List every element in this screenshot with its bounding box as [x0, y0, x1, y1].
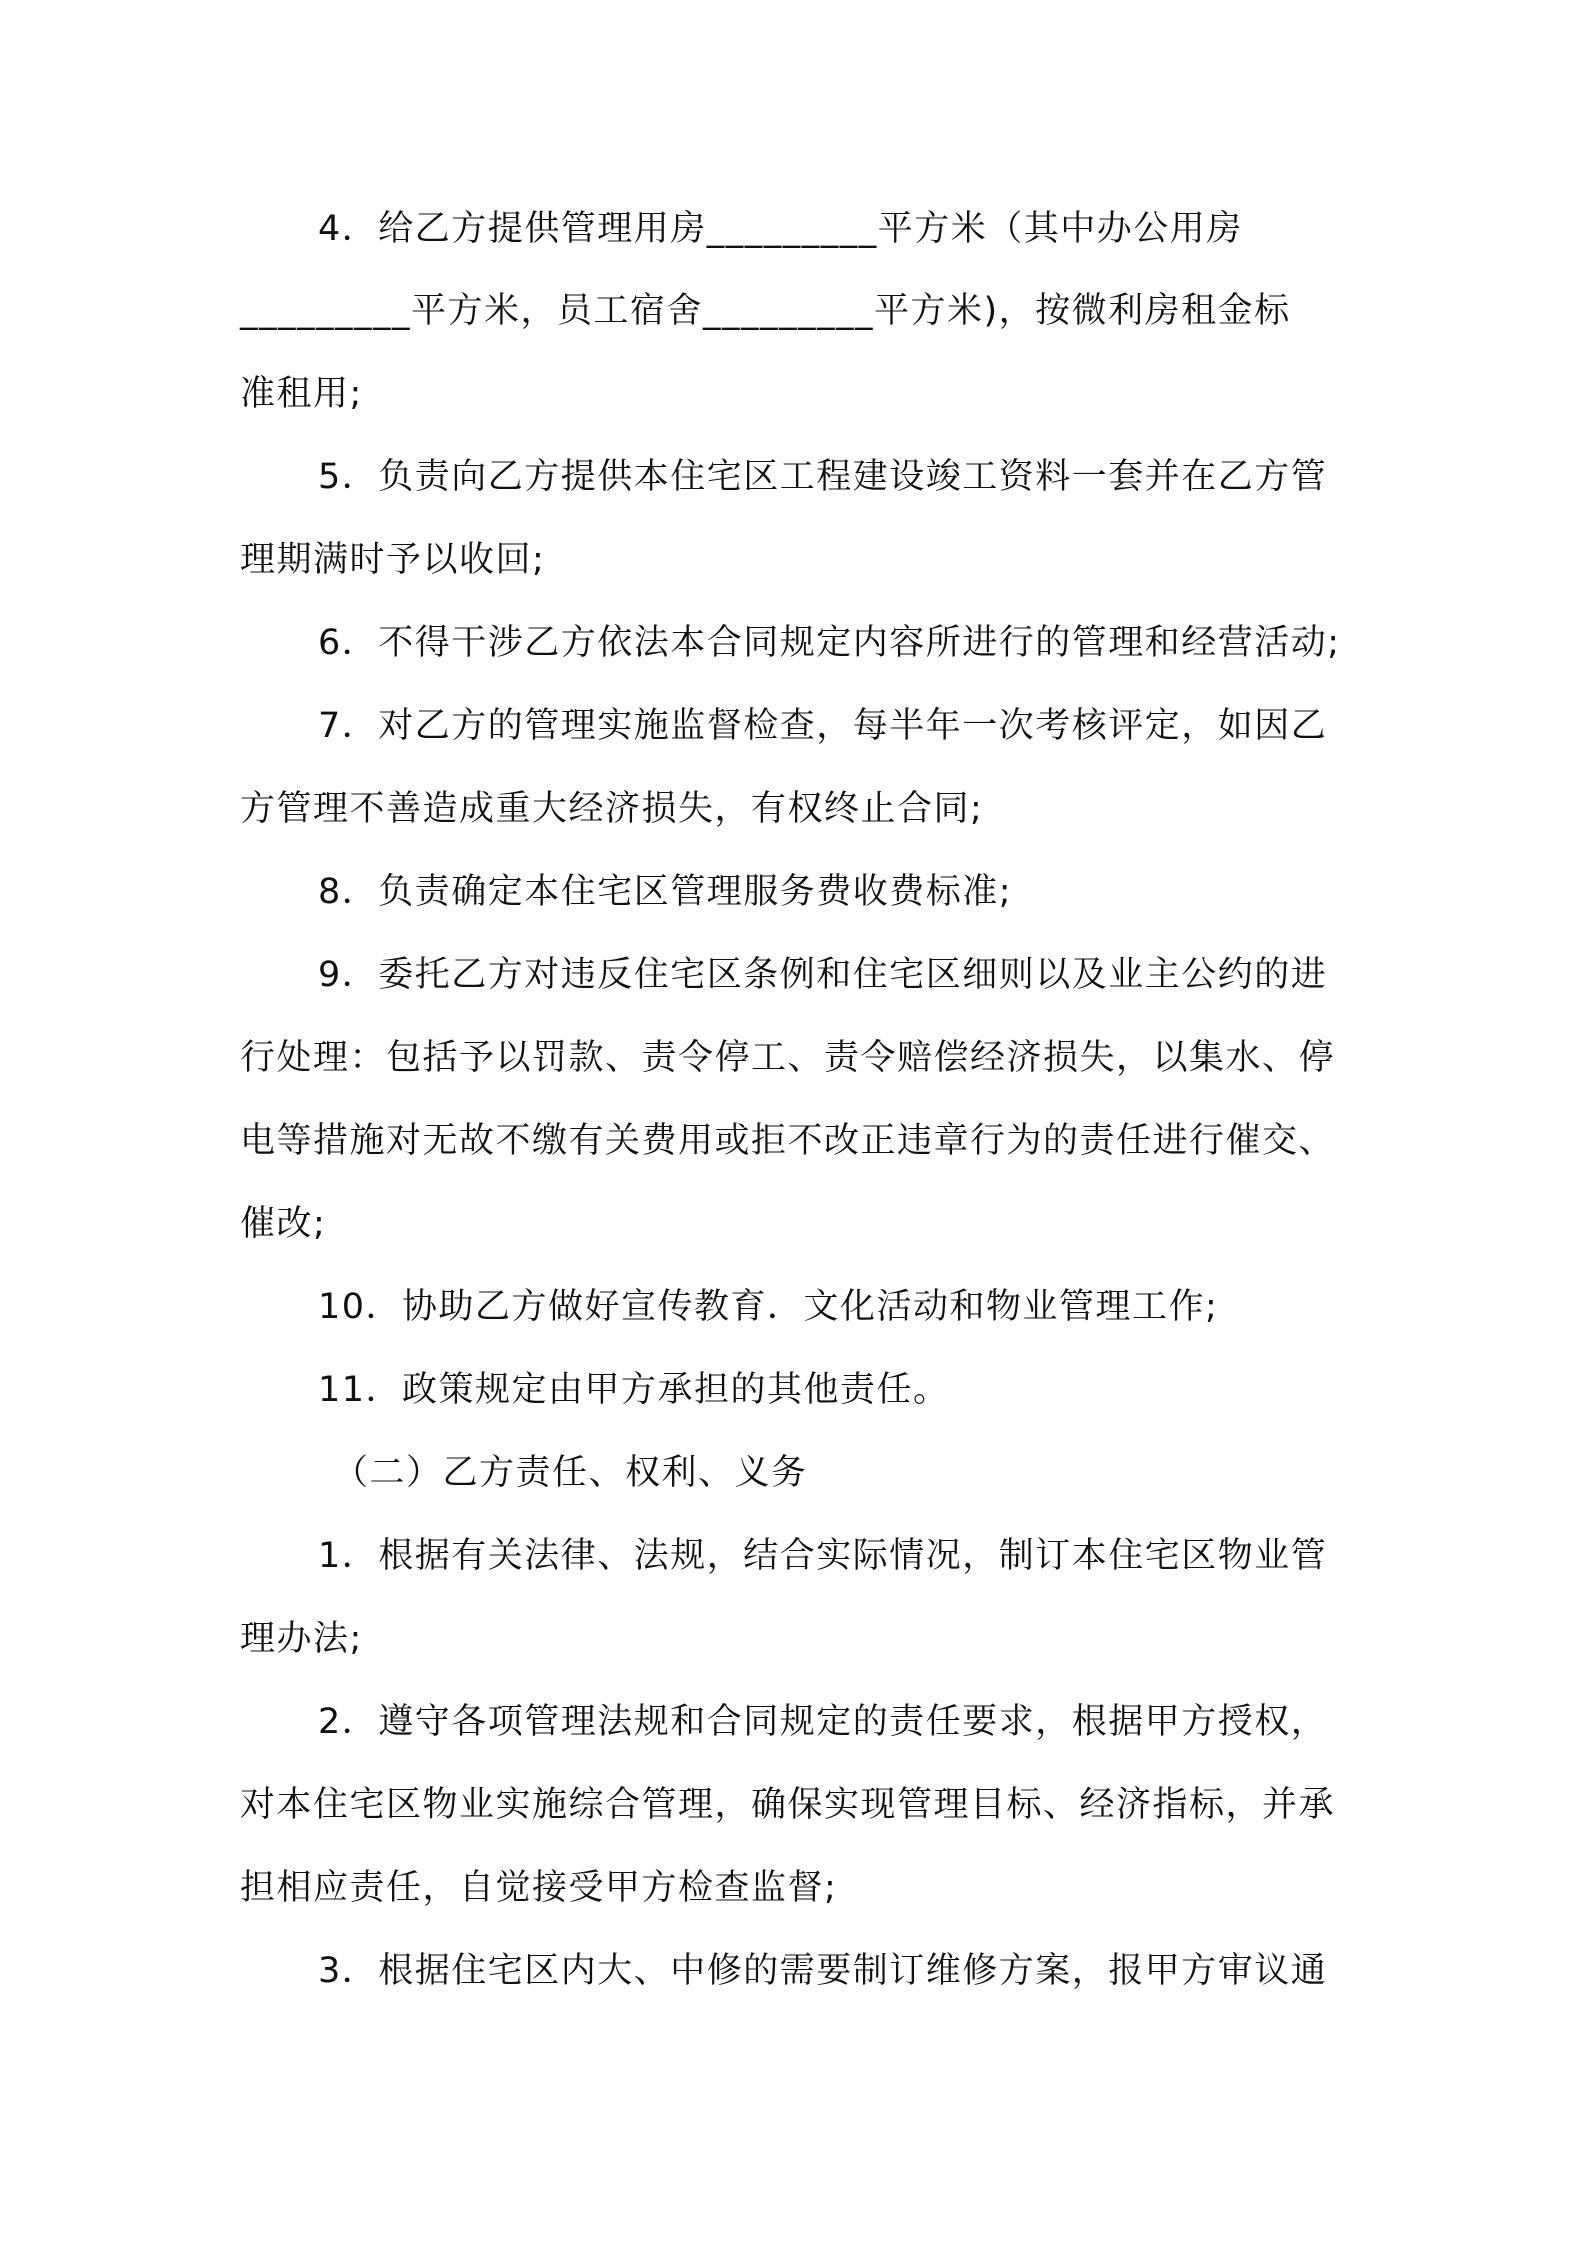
clause-4-line-1: 4．给乙方提供管理用房_________平方米（其中办公用房 — [318, 209, 1243, 249]
duty-2-line-1: 2．遵守各项管理法规和合同规定的责任要求，根据甲方授权， — [318, 1702, 1328, 1742]
clause-6-line-1: 6．不得干涉乙方依法本合同规定内容所进行的管理和经营活动; — [318, 623, 1341, 663]
clause-9-line-3: 电等措施对无故不缴有关费用或拒不改正违章行为的责任进行催交、 — [240, 1121, 1336, 1161]
clause-4-line-2: _________平方米，员工宿舍_________平方米)，按微利房租金标 — [240, 291, 1291, 331]
clause-7-line-2: 方管理不善造成重大经济损失，有权终止合同; — [240, 789, 984, 829]
clause-5-line-2: 理期满时予以收回; — [240, 540, 546, 580]
clause-11-line-1: 11．政策规定由甲方承担的其他责任。 — [318, 1370, 950, 1410]
duty-1-line-2: 理办法; — [240, 1619, 363, 1659]
duty-2-line-2: 对本住宅区物业实施综合管理，确保实现管理目标、经济指标，并承 — [240, 1785, 1336, 1825]
section-heading: （二）乙方责任、权利、义务 — [333, 1453, 808, 1493]
clause-9-line-1: 9．委托乙方对违反住宅区条例和住宅区细则以及业主公约的进 — [318, 955, 1328, 995]
clause-4-line-3: 准租用; — [240, 374, 363, 414]
clause-9-line-4: 催改; — [240, 1204, 327, 1244]
duty-2-line-3: 担相应责任，自觉接受甲方检查监督; — [240, 1868, 838, 1908]
clause-9-line-2: 行处理：包括予以罚款、责令停工、责令赔偿经济损失，以集水、停 — [240, 1038, 1336, 1078]
clause-7-line-1: 7．对乙方的管理实施监督检查，每半年一次考核评定，如因乙 — [318, 706, 1328, 746]
clause-8-line-1: 8．负责确定本住宅区管理服务费收费标准; — [318, 872, 1013, 912]
clause-10-line-1: 10．协助乙方做好宣传教育．文化活动和物业管理工作; — [318, 1287, 1219, 1327]
clause-5-line-1: 5．负责向乙方提供本住宅区工程建设竣工资料一套并在乙方管 — [318, 457, 1328, 497]
duty-1-line-1: 1．根据有关法律、法规，结合实际情况，制订本住宅区物业管 — [318, 1536, 1328, 1576]
duty-3-line-1: 3．根据住宅区内大、中修的需要制订维修方案，报甲方审议通 — [318, 1951, 1328, 1991]
